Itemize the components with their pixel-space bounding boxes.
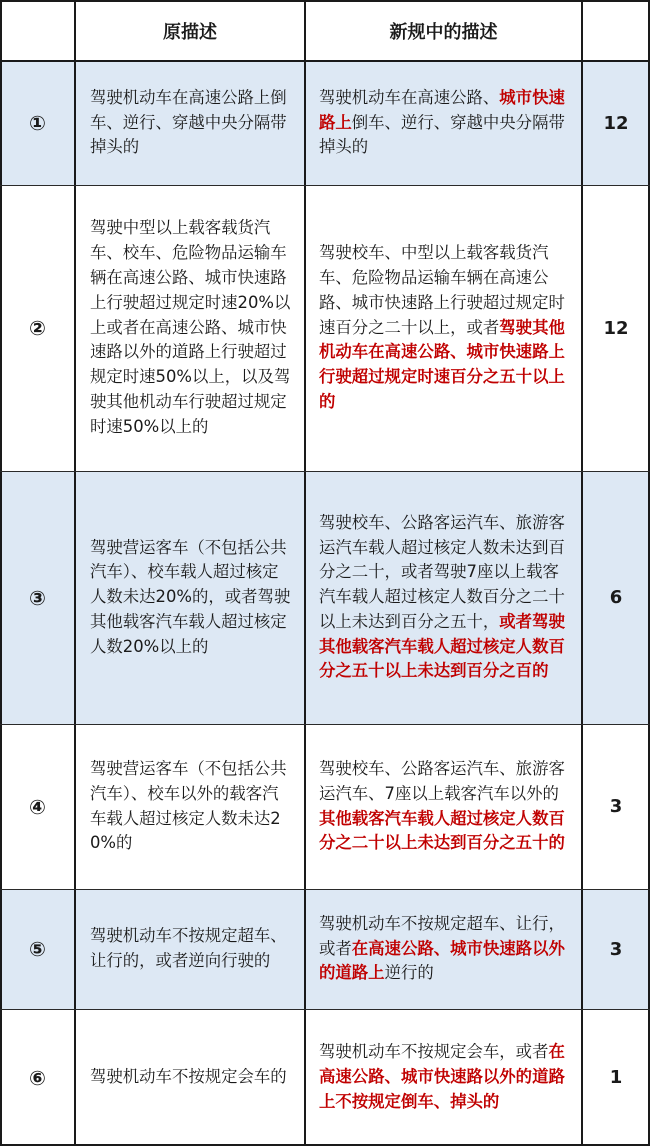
new-text: 驾驶校车、公路客运汽车、旅游客运汽车、7座以上载客汽车以外的: [319, 758, 565, 803]
header-index: [0, 0, 75, 61]
table-row: [0, 889, 650, 1009]
grid-line: [0, 0, 2, 1146]
row-index: ③: [29, 585, 46, 610]
table-row: [0, 61, 650, 185]
row-index: ⑤: [29, 937, 46, 961]
new-description: [305, 471, 582, 724]
original-description: 驾驶营运客车（不包括公共汽车）、校车以外的载客汽车载人超过核定人数未达20%的: [90, 758, 287, 853]
new-text-tail: 逆行的: [384, 963, 434, 983]
original-description: 驾驶机动车不按规定会车的: [90, 1067, 287, 1087]
penalty-points: 12: [603, 317, 629, 339]
row-index: ①: [29, 111, 46, 135]
original-description: 驾驶机动车不按规定超车、让行的，或者逆向行驶的: [90, 926, 287, 970]
grid-line: [0, 60, 650, 62]
highlighted-change: 城市快速路上: [319, 87, 565, 132]
table-row: [0, 724, 650, 889]
penalty-points: 12: [603, 112, 629, 134]
highlighted-change: 在高速公路、城市快速路以外的道路上: [319, 938, 565, 983]
grid-line: [581, 0, 583, 1146]
highlighted-change: 驾驶其他机动车在高速公路、城市快速路上行驶超过规定时速百分之五十以上的: [319, 317, 565, 411]
penalty-points: 3: [609, 796, 623, 817]
highlighted-change: 在高速公路、城市快速路以外的道路上不按规定倒车、掉头的: [319, 1042, 565, 1111]
table-row: [0, 185, 650, 471]
new-description: [305, 1009, 582, 1146]
new-text-tail: 倒车、逆行、穿越中央分隔带掉头的: [319, 112, 565, 157]
new-description: [305, 724, 582, 889]
new-description: [305, 889, 582, 1009]
grid-line: [0, 0, 650, 2]
new-description: [305, 185, 582, 471]
header-original-description: 原描述: [163, 21, 217, 43]
grid-line: [0, 1009, 650, 1010]
penalty-points: 1: [609, 1067, 623, 1088]
row-index: ④: [29, 794, 46, 819]
penalty-points: 6: [609, 587, 623, 608]
new-text: 驾驶机动车在高速公路、: [319, 87, 500, 107]
new-text: 驾驶机动车不按规定会车，或者: [319, 1042, 549, 1062]
grid-line: [0, 185, 650, 186]
new-text: 驾驶校车、公路客运汽车、旅游客运汽车载人超过核定人数未达到百分之二十，或者驾驶7座以上载客汽车载人超过核定人数百分之二十以上未达到百分之五十，: [319, 512, 565, 631]
penalty-points: 3: [609, 938, 623, 960]
new-description: [305, 61, 582, 185]
row-index: ⑥: [29, 1065, 46, 1090]
grid-line: [0, 889, 650, 890]
new-text: 驾驶机动车不按规定超车、让行，或者: [319, 913, 565, 958]
grid-line: [0, 471, 650, 472]
highlighted-change: 其他载客汽车载人超过核定人数百分之二十以上未达到百分之五十的: [319, 808, 565, 853]
grid-line: [74, 0, 76, 1146]
header-new-description: 新规中的描述: [389, 21, 498, 43]
new-text: 驾驶校车、中型以上载客载货汽车、危险物品运输车辆在高速公路、城市快速路上行驶超过规定时速百分之二十以上，或者: [319, 243, 565, 337]
grid-line: [0, 724, 650, 725]
table-row: [0, 1009, 650, 1146]
original-description: 驾驶中型以上载客载货汽车、校车、危险物品运输车辆在高速公路、城市快速路上行驶超过规定时速20%以上或者在高速公路、城市快速路以外的道路上行驶超过规定时速50%以上，以及驾驶其他机动车行驶超过规定时速50%以上的: [90, 218, 291, 436]
grid-line: [304, 0, 306, 1146]
table-row: [0, 471, 650, 724]
original-description: 驾驶机动车在高速公路上倒车、逆行、穿越中央分隔带掉头的: [90, 87, 287, 157]
header-points: [582, 0, 650, 61]
row-index: ②: [29, 316, 46, 340]
highlighted-change: 或者驾驶其他载客汽车载人超过核定人数百分之五十以上未达到百分之百的: [319, 611, 565, 681]
original-description: 驾驶营运客车（不包括公共汽车）、校车载人超过核定人数未达20%的，或者驾驶其他载客汽车载人超过核定人数20%以上的: [90, 537, 291, 656]
table-header-row: [0, 0, 650, 61]
